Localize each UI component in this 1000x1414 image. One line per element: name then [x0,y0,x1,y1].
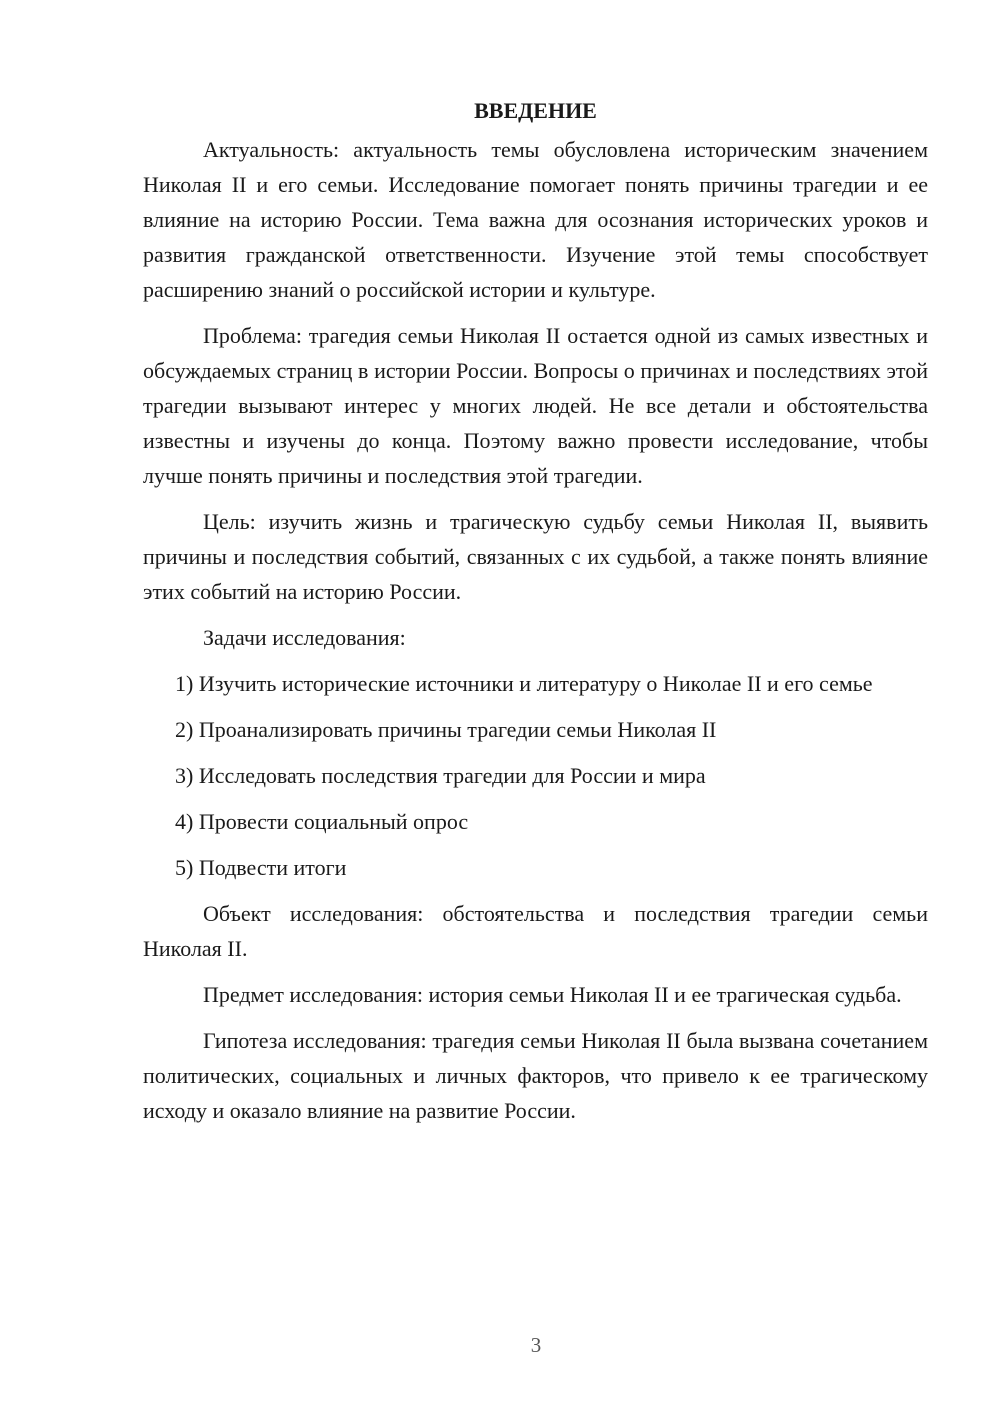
paragraph-object: Объект исследования: обстоятельства и последствия трагедии семьи Николая II. [143,901,928,961]
paragraph-problem: Проблема: трагедия семьи Николая II остается одной из самых известных и обсуждаемых страниц в истории России. Вопросы о причинах и последствиях этой трагедии вызывают интерес у многих людей. Не все детали и обстоятельства известны и изучены до конца. Поэтому важно провести исследование, чтобы лучше понять причины и последствия этой трагедии. [143,323,928,488]
paragraph-goal: Цель: изучить жизнь и трагическую судьбу семьи Николая II, выявить причины и последствия событий, связанных с их судьбой, а также понять влияние этих событий на историю России. [143,509,928,604]
task-item: 5) Подвести итоги [175,855,347,880]
task-item: 1) Изучить исторические источники и литературу о Николае II и его семье [175,671,873,696]
page-content [143,96,928,1139]
page-number: 3 [530,1333,542,1357]
task-item: 3) Исследовать последствия трагедии для России и мира [175,763,706,788]
paragraph-hypothesis: Гипотеза исследования: трагедия семьи Николая II была вызвана сочетанием политических, социальных и личных факторов, что привело к ее трагическому исходу и оказало влияние на развитие России. [143,1028,928,1123]
task-item: 2) Проанализировать причины трагедии семьи Николая II [175,717,717,742]
paragraph-subject: Предмет исследования: история семьи Николая II и ее трагическая судьба. [203,982,902,1007]
task-item: 4) Провести социальный опрос [175,809,469,834]
tasks-heading: Задачи исследования: [203,625,406,650]
page-title: ВВЕДЕНИЕ [474,98,597,123]
paragraph-relevance: Актуальность: актуальность темы обусловлена историческим значением Николая II и его семьи. Исследование помогает понять причины трагедии и ее влияние на историю России. Тема важна для осознания исторических уроков и развития гражданской ответственности. Изучение этой темы способствует расширению знаний о российской истории и культуре. [143,137,928,302]
